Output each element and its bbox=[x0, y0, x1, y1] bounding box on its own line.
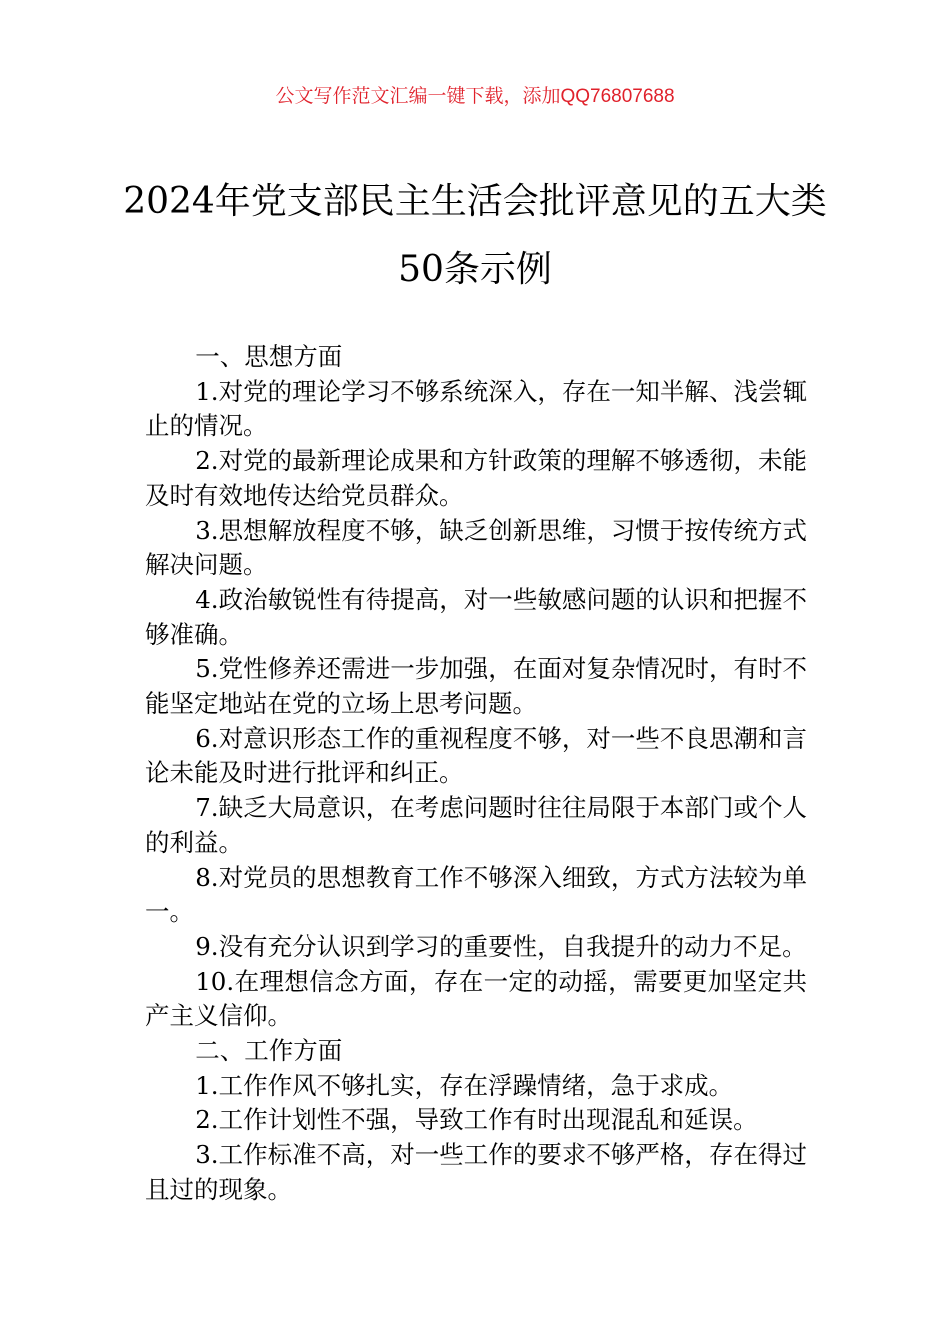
watermark-banner: 公文写作范文汇编一键下载，添加QQ76807688 bbox=[275, 86, 675, 107]
paragraph: 9.没有充分认识到学习的重要性，自我提升的动力不足。 bbox=[195, 931, 807, 961]
paragraph: 2.对党的最新理论成果和方针政策的理解不够透彻，未能及时有效地传达给党员群众。 bbox=[145, 446, 807, 510]
paragraph: 7.缺乏大局意识，在考虑问题时往往局限于本部门或个人的利益。 bbox=[145, 793, 807, 857]
section-heading: 一、思想方面 bbox=[195, 342, 343, 371]
document-title: 2024年党支部民主生活会批评意见的五大类50条示例 bbox=[123, 181, 827, 290]
paragraph: 1.工作作风不够扎实，存在浮躁情绪，急于求成。 bbox=[195, 1070, 734, 1100]
paragraph: 6.对意识形态工作的重视程度不够，对一些不良思潮和言论未能及时进行批评和纠正。 bbox=[145, 723, 807, 788]
paragraph: 10.在理想信念方面，存在一定的动摇，需要更加坚定共产主义信仰。 bbox=[145, 966, 807, 1031]
paragraph: 1.对党的理论学习不够系统深入，存在一知半解、浅尝辄止的情况。 bbox=[145, 376, 807, 441]
paragraph: 8.对党员的思想教育工作不够深入细致，方式方法较为单一。 bbox=[145, 862, 807, 927]
paragraph: 2.工作计划性不强，导致工作有时出现混乱和延误。 bbox=[195, 1105, 758, 1135]
paragraph: 3.工作标准不高，对一些工作的要求不够严格，存在得过且过的现象。 bbox=[145, 1140, 807, 1204]
document-body bbox=[145, 340, 807, 1208]
paragraph: 3.思想解放程度不够，缺乏创新思维，习惯于按传统方式解决问题。 bbox=[145, 515, 807, 580]
section-heading: 二、工作方面 bbox=[195, 1036, 343, 1066]
paragraph: 4.政治敏锐性有待提高，对一些敏感问题的认识和把握不够准确。 bbox=[145, 584, 807, 649]
paragraph: 5.党性修养还需进一步加强，在面对复杂情况时，有时不能坚定地站在党的立场上思考问题。 bbox=[145, 654, 807, 719]
